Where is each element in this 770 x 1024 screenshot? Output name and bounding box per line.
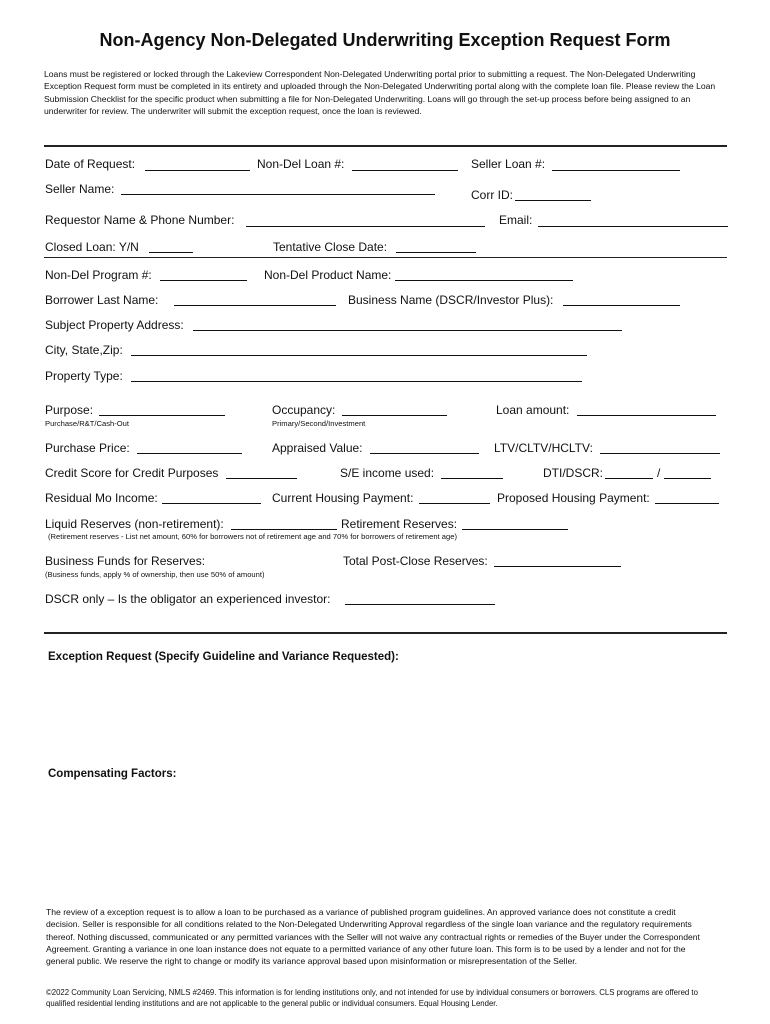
non-del-loan-label: Non-Del Loan #: bbox=[257, 157, 345, 171]
program-label: Non-Del Program #: bbox=[45, 268, 152, 282]
dti-label: DTI/DSCR: bbox=[543, 466, 603, 480]
purpose-hint: Purchase/R&T/Cash-Out bbox=[45, 419, 129, 428]
liquid-reserves-label: Liquid Reserves (non-retirement): bbox=[45, 517, 224, 531]
compensating-factors-heading: Compensating Factors: bbox=[48, 768, 177, 780]
dscr-experienced-field[interactable] bbox=[345, 604, 495, 605]
current-housing-field[interactable] bbox=[419, 503, 490, 504]
total-reserves-field[interactable] bbox=[494, 566, 621, 567]
closed-loan-field[interactable] bbox=[149, 252, 193, 253]
exception-request-heading: Exception Request (Specify Guideline and Variance Requested): bbox=[48, 651, 399, 663]
proposed-housing-label: Proposed Housing Payment: bbox=[497, 491, 650, 505]
purpose-field[interactable] bbox=[99, 415, 225, 416]
purpose-label: Purpose: bbox=[45, 403, 94, 417]
dscr-label: DSCR only – Is the obligator an experienced investor: bbox=[45, 592, 331, 606]
product-field[interactable] bbox=[395, 280, 573, 281]
dscr-field[interactable] bbox=[664, 478, 711, 479]
appraised-value-field[interactable] bbox=[370, 453, 479, 454]
loan-amount-label: Loan amount: bbox=[496, 403, 570, 417]
ltv-field[interactable] bbox=[600, 453, 720, 454]
credit-score-label: Credit Score for Credit Purposes bbox=[45, 466, 219, 480]
residual-field[interactable] bbox=[162, 503, 261, 504]
current-housing-label: Current Housing Payment: bbox=[272, 491, 414, 505]
tentative-close-field[interactable] bbox=[396, 252, 476, 253]
corr-id-label: Corr ID: bbox=[471, 188, 513, 202]
property-type-label: Property Type: bbox=[45, 369, 123, 383]
requestor-label: Requestor Name & Phone Number: bbox=[45, 213, 235, 227]
disclaimer-paragraph: The review of a exception request is to allow a loan to be purchased as a variance of published program guidelines. An approved variance does not constitute a credit decision. Seller is responsible for all conditions related to the Non-Delegated Underwriting Approval regardless of the single loan variance and the regulatory requirements thereof. Nothing discussed, communicated or any permitted variances with the Seller will not waive any contractual rights or remedies of the Buyer under the Correspondent Agreement. Granting a variance in one loan instance does not equate to a permitted variance of any other future loan. This form is to be used by a lender and not for the general public. We reserve the right to change or modify its variance approval based upon misinformation or misrepresentation of the Seller. bbox=[46, 907, 700, 967]
occupancy-hint: Primary/Second/Investment bbox=[272, 419, 366, 428]
retirement-reserves-field[interactable] bbox=[462, 529, 568, 530]
dti-field[interactable] bbox=[605, 478, 653, 479]
product-label: Non-Del Product Name: bbox=[264, 268, 392, 282]
borrower-label: Borrower Last Name: bbox=[45, 293, 159, 307]
business-name-field[interactable] bbox=[563, 305, 680, 306]
intro-paragraph: Loans must be registered or locked through the Lakeview Correspondent Non-Delegated Underwriting portal prior to submitting a request. The Non-Delegated Underwriting Exception Request form must be completed in its entirety and uploaded through the Non-Delegated Underwriting portal along with the complete loan file. Please review the Loan Submission Checklist for the specific product when submitting a file for Non-Delegated Underwriting. Loans will go through the set-up process before being assigned to an underwriter for review. The underwriter will submit the exception request, once the loan is reviewed. bbox=[44, 69, 716, 116]
ltv-label: LTV/CLTV/HCLTV: bbox=[494, 441, 593, 455]
dti-separator: / bbox=[657, 466, 661, 480]
divider-top bbox=[44, 145, 727, 147]
borrower-field[interactable] bbox=[174, 305, 336, 306]
closed-loan-label: Closed Loan: Y/N bbox=[45, 240, 139, 254]
business-name-label: Business Name (DSCR/Investor Plus): bbox=[348, 293, 554, 307]
email-label: Email: bbox=[499, 213, 533, 227]
city-field[interactable] bbox=[131, 355, 587, 356]
credit-score-field[interactable] bbox=[226, 478, 297, 479]
divider-mid bbox=[44, 257, 727, 258]
corr-id-field[interactable] bbox=[515, 200, 591, 201]
date-of-request-field[interactable] bbox=[145, 170, 250, 171]
tentative-close-label: Tentative Close Date: bbox=[273, 240, 388, 254]
se-income-field[interactable] bbox=[441, 478, 503, 479]
purchase-price-label: Purchase Price: bbox=[45, 441, 130, 455]
seller-name-label: Seller Name: bbox=[45, 182, 115, 196]
copyright-notice: ©2022 Community Loan Servicing, NMLS #2469. This information is for lending institutions only, and not intended for use by individual consumers or borrowers. CLS programs are offered to qualified residential lending institutions and are not applicable to the general public or individual consumers. Equal Housing Lender. bbox=[46, 988, 698, 1008]
date-of-request-label: Date of Request: bbox=[45, 157, 136, 171]
proposed-housing-field[interactable] bbox=[655, 503, 719, 504]
purchase-price-field[interactable] bbox=[137, 453, 242, 454]
seller-name-field[interactable] bbox=[121, 194, 435, 195]
appraised-value-label: Appraised Value: bbox=[272, 441, 363, 455]
total-reserves-label: Total Post-Close Reserves: bbox=[343, 554, 488, 568]
loan-amount-field[interactable] bbox=[577, 415, 716, 416]
se-income-label: S/E income used: bbox=[340, 466, 435, 480]
seller-loan-label: Seller Loan #: bbox=[471, 157, 546, 171]
program-field[interactable] bbox=[160, 280, 247, 281]
divider-bottom bbox=[44, 632, 727, 634]
form-title: Non-Agency Non-Delegated Underwriting Exception Request Form bbox=[99, 30, 671, 50]
residual-label: Residual Mo Income: bbox=[45, 491, 158, 505]
email-field[interactable] bbox=[538, 226, 728, 227]
property-type-field[interactable] bbox=[131, 381, 582, 382]
subject-property-label: Subject Property Address: bbox=[45, 318, 184, 332]
seller-loan-field[interactable] bbox=[552, 170, 680, 171]
requestor-field[interactable] bbox=[246, 226, 485, 227]
occupancy-label: Occupancy: bbox=[272, 403, 336, 417]
non-del-loan-field[interactable] bbox=[352, 170, 458, 171]
business-funds-label: Business Funds for Reserves: bbox=[45, 554, 206, 568]
liquid-reserves-field[interactable] bbox=[231, 529, 337, 530]
occupancy-field[interactable] bbox=[342, 415, 447, 416]
subject-property-field[interactable] bbox=[193, 330, 622, 331]
retirement-reserves-label: Retirement Reserves: bbox=[341, 517, 458, 531]
city-label: City, State,Zip: bbox=[45, 343, 123, 357]
reserves-hint: (Retirement reserves - List net amount, 60% for borrowers not of retirement age and 70% for borrowers of retirement age) bbox=[48, 532, 457, 541]
business-hint: (Business funds, apply % of ownership, then use 50% of amount) bbox=[45, 570, 265, 579]
